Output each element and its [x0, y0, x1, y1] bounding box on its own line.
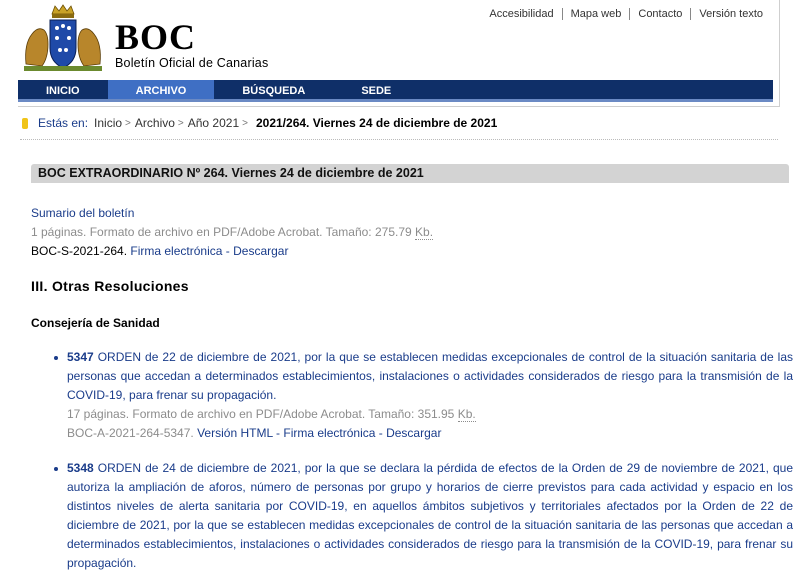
entry-firma-link[interactable]: Firma electrónica — [283, 426, 376, 440]
entries-list — [48, 348, 793, 578]
separator: - — [225, 244, 230, 258]
link-accesibilidad[interactable]: Accesibilidad — [489, 8, 554, 20]
breadcrumb-separator-icon: > — [242, 118, 248, 129]
sumario-firma-link[interactable]: Firma electrónica — [130, 244, 223, 258]
sumario-meta-text: 1 páginas. Formato de archivo en PDF/Adobe Acrobat. Tamaño: 275.79 — [31, 225, 416, 239]
brand-subtitle: Boletín Oficial de Canarias — [115, 56, 269, 70]
entry-actions — [67, 424, 793, 443]
coat-of-arms-logo[interactable] — [22, 4, 104, 72]
entry-title — [67, 459, 793, 573]
section-heading: III. Otras Resoluciones — [31, 278, 189, 294]
entry-html-link[interactable]: Versión HTML — [197, 426, 273, 440]
breadcrumb — [20, 116, 778, 140]
entry-code: BOC-A-2021-264-5347. — [67, 426, 194, 440]
entry-title — [67, 348, 793, 405]
entry-title-link[interactable]: ORDEN de 22 de diciembre de 2021, por la que se establecen medidas excepcionales de control de la situación sanitaria de las personas que accedan a determinados establecimientos, instalaciones o actividades considerados de riesgo para la transmisión de la COVID-19, para frenar su propagación. — [67, 350, 793, 402]
top-links — [481, 8, 771, 20]
brand[interactable] — [115, 17, 269, 70]
main-nav — [18, 80, 773, 102]
entry-descargar-link[interactable]: Descargar — [386, 426, 442, 440]
entry-meta-text: 17 páginas. Formato de archivo en PDF/Adobe Acrobat. Tamaño: 351.95 — [67, 407, 458, 421]
sumario-meta — [31, 223, 433, 242]
list-item — [48, 348, 793, 443]
site-header — [18, 0, 780, 107]
bullet-icon — [54, 356, 58, 360]
nav-inicio[interactable]: INICIO — [46, 85, 80, 97]
sumario-link[interactable]: Sumario del boletín — [31, 206, 135, 220]
entry-meta — [67, 405, 793, 424]
separator: - — [276, 426, 281, 440]
list-item — [48, 459, 793, 573]
link-version-texto[interactable]: Versión texto — [690, 8, 771, 20]
link-contacto[interactable]: Contacto — [629, 8, 690, 20]
breadcrumb-label: Estás en: — [38, 116, 89, 130]
boletin-title-bar: BOC EXTRAORDINARIO Nº 264. Viernes 24 de diciembre de 2021 — [31, 164, 789, 183]
breadcrumb-archivo[interactable]: Archivo — [134, 116, 175, 130]
entry-meta-unit: Kb. — [457, 407, 476, 421]
nav-archivo[interactable]: ARCHIVO — [108, 80, 215, 99]
sumario-block — [31, 204, 433, 261]
entry-number: 5347 — [67, 350, 94, 364]
nav-sede[interactable]: SEDE — [361, 85, 392, 97]
breadcrumb-separator-icon: > — [125, 118, 131, 129]
sumario-descargar-link[interactable]: Descargar — [233, 244, 289, 258]
brand-name: BOC — [115, 17, 197, 57]
breadcrumb-marker-icon — [22, 118, 28, 129]
bullet-icon — [54, 467, 58, 471]
sumario-actions — [31, 242, 433, 261]
nav-busqueda[interactable]: BÚSQUEDA — [242, 85, 306, 97]
breadcrumb-separator-icon: > — [177, 118, 184, 129]
entry-number-link[interactable] — [67, 461, 94, 475]
entry-title-link[interactable]: ORDEN de 24 de diciembre de 2021, por la que se declara la pérdida de efectos de la Orden de 29 de noviembre de 2021, que autoriza la ampliación de aforos, número de personas por grupo y horarios de cierre previstos para cada actividad y espacio en los distintos niveles de alerta sanitaria por COVID-19, en aquellos ámbitos subjetivos y territoriales afectados por la Orden de 22 de diciembre de 2021, por la que se establecen medidas excepcionales de control de la situación sanitaria de las personas que accedan a determinados establecimientos, instalaciones o actividades considerados de riesgo para la transmisión de la COVID-19, para frenar su propagación. — [67, 461, 793, 570]
link-mapa-web[interactable]: Mapa web — [562, 8, 630, 20]
breadcrumb-ano[interactable]: Año 2021 — [187, 116, 240, 130]
entry-number-link[interactable] — [67, 350, 94, 364]
breadcrumb-current: 2021/264. Viernes 24 de diciembre de 2021 — [255, 116, 498, 130]
sumario-code: BOC-S-2021-264. — [31, 244, 128, 258]
separator: - — [378, 426, 383, 440]
sumario-meta-unit: Kb. — [415, 225, 434, 239]
section-subheading: Consejería de Sanidad — [31, 316, 160, 330]
breadcrumb-inicio[interactable]: Inicio — [94, 116, 123, 130]
entry-number: 5348 — [67, 461, 94, 475]
